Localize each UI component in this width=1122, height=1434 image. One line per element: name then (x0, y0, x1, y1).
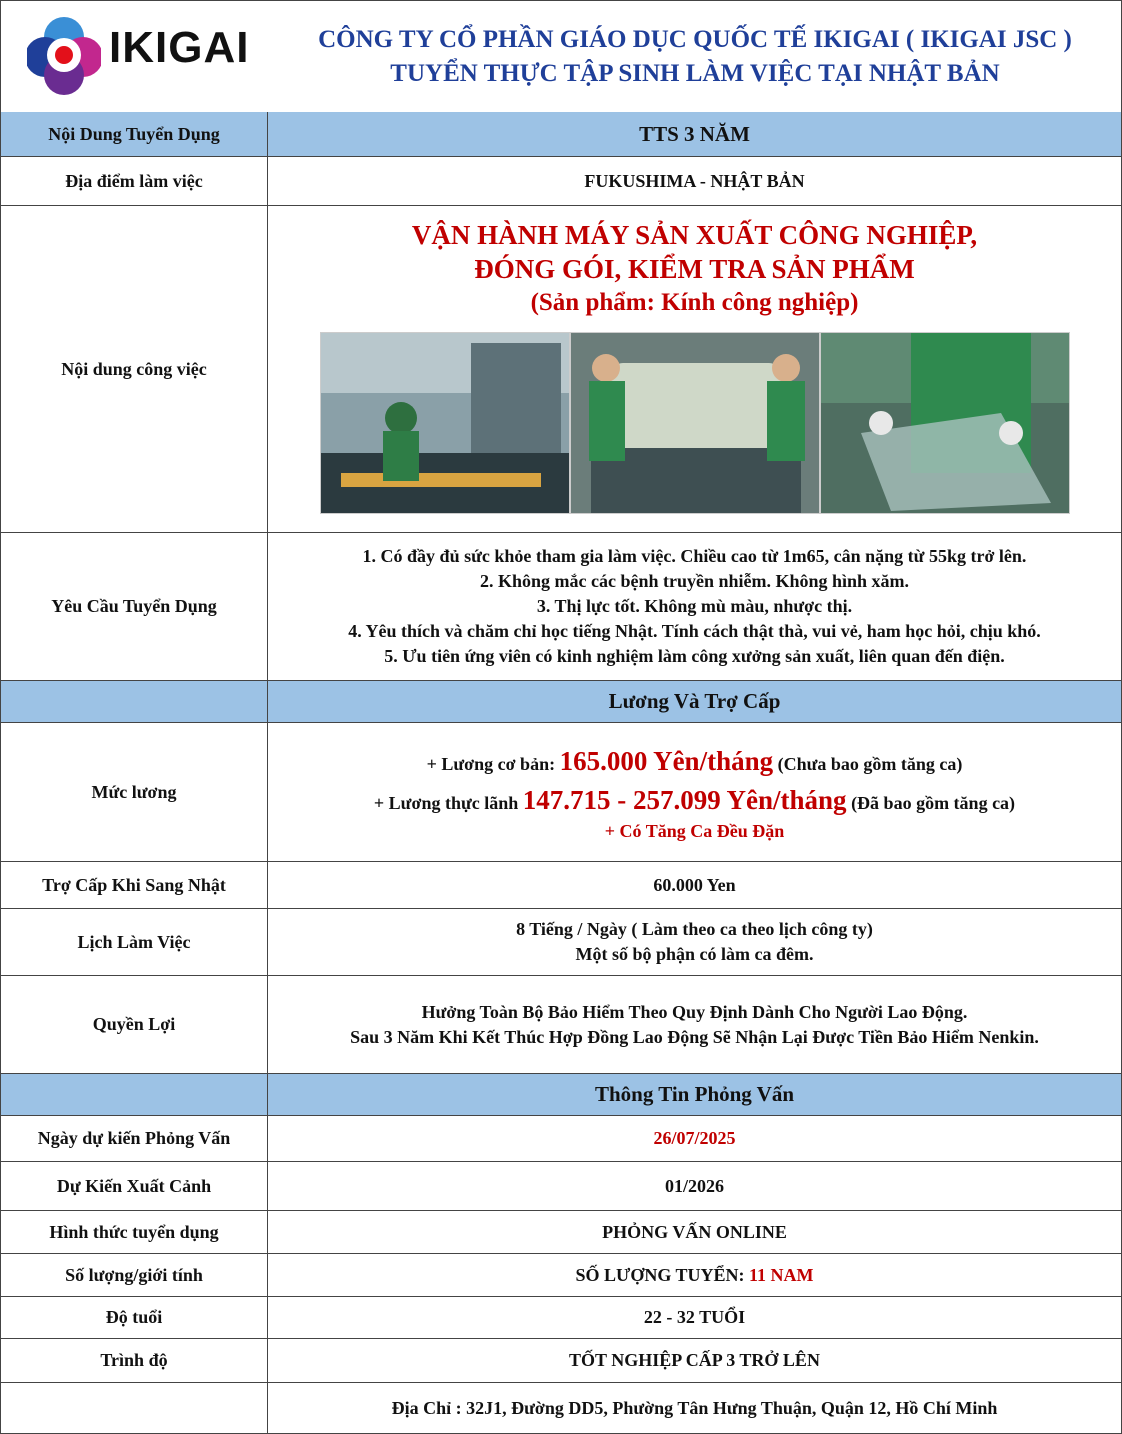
section-salary (1, 681, 1121, 723)
address-value: Địa Chỉ : 32J1, Đường DD5, Phường Tân Hưng Thuận, Quận 12, Hồ Chí Minh (391, 1397, 998, 1418)
basic-salary (427, 743, 963, 782)
row-label: Trợ Cấp Khi Sang Nhật (1, 862, 268, 908)
row-salary (1, 723, 1121, 862)
quantity-amount: 11 NAM (749, 1264, 814, 1285)
row-address (1, 1383, 1121, 1433)
factory-machine-photo (320, 332, 570, 514)
row-benefits (1, 976, 1121, 1074)
benefit-line: Hưởng Toàn Bộ Bảo Hiểm Theo Quy Định Dành Cho Người Lao Động. (421, 1001, 968, 1022)
row-value (268, 206, 1121, 532)
row-value: 22 - 32 TUỔI (643, 1307, 746, 1327)
row-schedule (1, 909, 1121, 976)
job-photos (320, 332, 1070, 514)
interview-date-value: 26/07/2025 (653, 1128, 736, 1148)
row-job-content (1, 206, 1121, 533)
overtime-note: + Có Tăng Ca Đều Đặn (604, 820, 785, 841)
job-title-line: ĐÓNG GÓI, KIỂM TRA SẢN PHẨM (474, 254, 915, 284)
row-label: Nội dung công việc (1, 206, 268, 532)
company-name: CÔNG TY CỔ PHẦN GIÁO DỤC QUỐC TẾ IKIGAI ( IKIGAI JSC ) (318, 26, 1072, 53)
logo-flower-icon (27, 13, 101, 97)
requirements-list (268, 533, 1121, 680)
row-value: FUKUSHIMA - NHẬT BẢN (584, 170, 805, 191)
row-recruit-content (1, 112, 1121, 157)
section-title: Thông Tin Phỏng Vấn (594, 1082, 795, 1106)
net-salary-amount: 147.715 - 257.099 Yên/tháng (522, 784, 847, 815)
row-value (268, 909, 1121, 975)
row-label: Quyền Lợi (1, 976, 268, 1073)
basic-salary-note: (Chưa bao gồm tăng ca) (773, 753, 963, 774)
row-label: Độ tuổi (1, 1297, 268, 1338)
benefit-line: Sau 3 Năm Khi Kết Thúc Hợp Đồng Lao Động Sẽ Nhận Lại Được Tiền Bảo Hiểm Nenkin. (350, 1026, 1039, 1047)
row-value (268, 1254, 1121, 1296)
logo-text: IKIGAI (109, 23, 250, 72)
requirement-item: 4. Yêu thích và chăm chỉ học tiếng Nhật. Tính cách thật thà, vui vẻ, ham học hỏi, chịu khó. (348, 621, 1041, 641)
row-interview-date (1, 1116, 1121, 1162)
job-product-line: (Sản phẩm: Kính công nghiệp) (530, 289, 859, 316)
row-label: Hình thức tuyển dụng (1, 1211, 268, 1253)
row-value: TTS 3 NĂM (639, 121, 750, 146)
row-label-empty (1, 1383, 268, 1433)
net-salary (374, 782, 1015, 821)
requirement-item: 1. Có đầy đủ sức khỏe tham gia làm việc. Chiều cao từ 1m65, cân nặng từ 55kg trở lên. (362, 546, 1027, 566)
row-location (1, 157, 1121, 206)
row-quantity (1, 1254, 1121, 1297)
row-requirements (1, 533, 1121, 681)
row-allowance (1, 862, 1121, 909)
row-label: Trình độ (1, 1339, 268, 1382)
requirement-item: 2. Không mắc các bệnh truyền nhiễm. Không hình xăm. (479, 571, 910, 591)
row-value (268, 976, 1121, 1073)
row-label: Số lượng/giới tính (1, 1254, 268, 1296)
schedule-line: 8 Tiếng / Ngày ( Làm theo ca theo lịch công ty) (516, 919, 873, 939)
row-value: 01/2026 (664, 1175, 724, 1196)
glass-rolls-photo (570, 332, 820, 514)
row-label: Yêu Cầu Tuyển Dụng (1, 533, 268, 680)
section-title: Lương Và Trợ Cấp (608, 689, 781, 713)
glass-inspection-photo (820, 332, 1070, 514)
row-label: Mức lương (1, 723, 268, 861)
row-recruit-form (1, 1211, 1121, 1254)
requirement-item: 5. Ưu tiên ứng viên có kinh nghiệm làm công xưởng sản xuất, liên quan đến điện. (384, 646, 1005, 666)
salary-details (268, 723, 1121, 861)
basic-salary-amount: 165.000 Yên/tháng (559, 745, 774, 776)
section-interview (1, 1074, 1121, 1116)
row-label: Địa điểm làm việc (1, 157, 268, 205)
row-education (1, 1339, 1121, 1383)
row-label: Nội Dung Tuyển Dụng (1, 112, 268, 156)
quantity-prefix: SỐ LƯỢNG TUYỂN: (575, 1264, 750, 1285)
row-value: TỐT NGHIỆP CẤP 3 TRỞ LÊN (569, 1350, 820, 1370)
row-departure (1, 1162, 1121, 1211)
row-label: Lịch Làm Việc (1, 909, 268, 975)
row-label-empty (1, 1074, 268, 1115)
schedule-line: Một số bộ phận có làm ca đêm. (575, 944, 814, 964)
row-value: 60.000 Yen (653, 874, 736, 895)
company-title (269, 23, 1121, 91)
net-salary-note: (Đã bao gồm tăng ca) (846, 792, 1016, 813)
row-age (1, 1297, 1121, 1339)
row-label: Dự Kiến Xuất Cảnh (1, 1162, 268, 1210)
header (1, 1, 1121, 113)
job-title-line: VẬN HÀNH MÁY SẢN XUẤT CÔNG NGHIỆP, (411, 220, 978, 250)
basic-salary-prefix: + Lương cơ bản: (426, 753, 560, 774)
row-value: PHỎNG VẤN ONLINE (602, 1221, 787, 1242)
net-salary-prefix: + Lương thực lãnh (373, 792, 523, 813)
requirement-item: 3. Thị lực tốt. Không mù màu, nhược thị. (536, 596, 853, 616)
company-logo (27, 13, 267, 97)
row-label-empty (1, 681, 268, 722)
recruitment-headline: TUYỂN THỰC TẬP SINH LÀM VIỆC TẠI NHẬT BẢN (390, 60, 1000, 87)
row-label: Ngày dự kiến Phỏng Vấn (1, 1116, 268, 1161)
